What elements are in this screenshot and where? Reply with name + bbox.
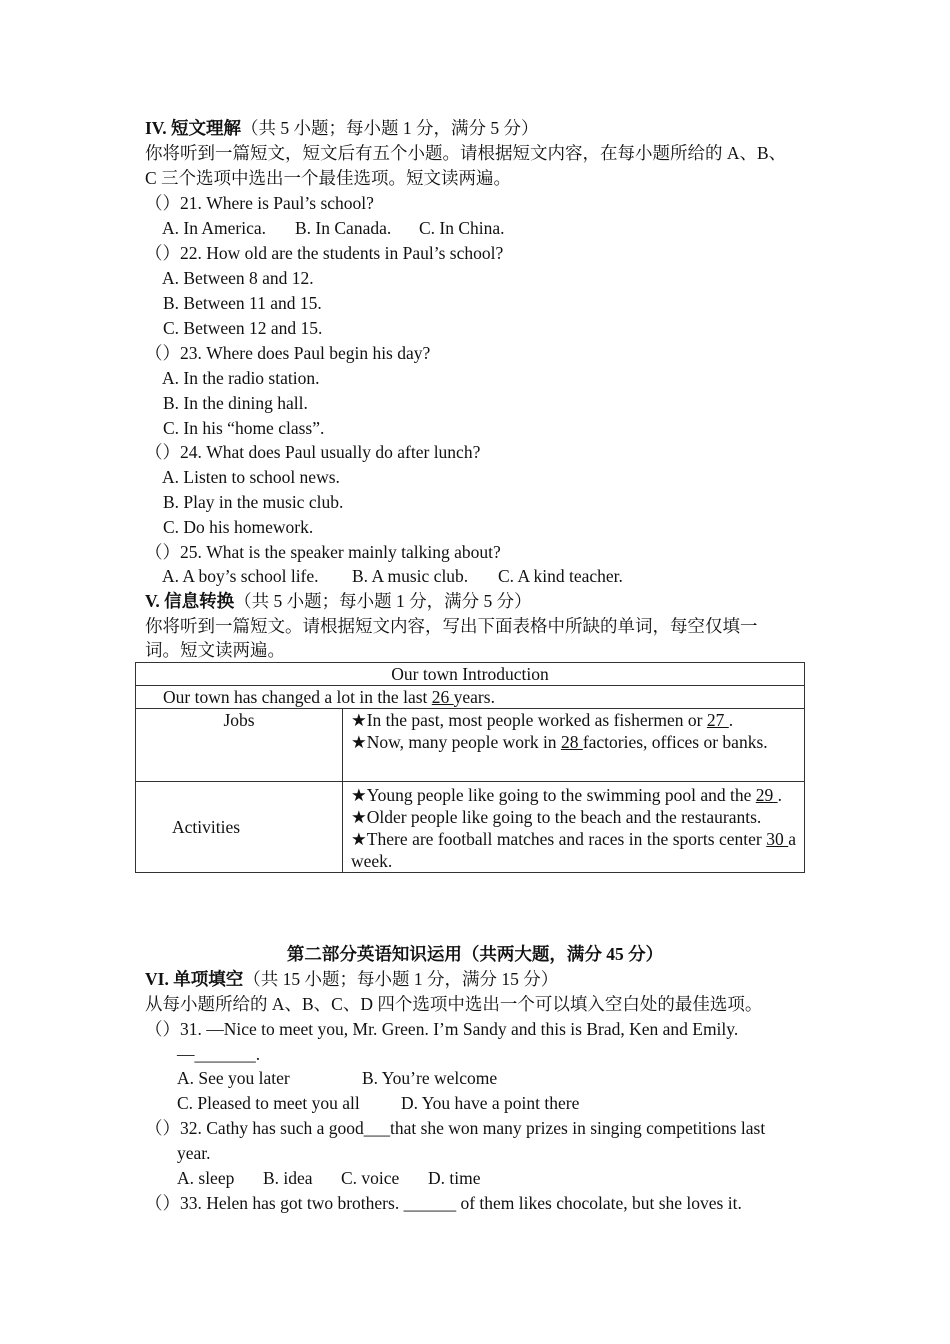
activities-item-1 <box>351 784 796 806</box>
section-vi-instruction: 从每小题所给的 A、B、C、D 四个选项中选出一个可以填入空白处的最佳选项。 <box>145 994 763 1014</box>
section-vi-note: （共 15 小题；每小题 1 分，满分 15 分） <box>243 969 559 989</box>
q24-option-a: A. Listen to school news. <box>162 467 340 487</box>
q31-option-d: D. You have a point there <box>401 1093 580 1113</box>
q22-option-c: C. Between 12 and 15. <box>163 318 323 338</box>
q31-option-b: B. You’re welcome <box>362 1068 498 1088</box>
info-table <box>135 662 805 873</box>
q23-option-b: B. In the dining hall. <box>163 393 308 413</box>
q32-option-b: B. idea <box>263 1168 313 1188</box>
activities-item-2: ★Older people like going to the beach and the restaurants. <box>351 807 762 827</box>
q24-option-c: C. Do his homework. <box>163 517 314 537</box>
activities-item-1-text: ★Young people like going to the swimming pool and the <box>351 785 756 805</box>
jobs-item-1 <box>351 709 796 731</box>
activities-content-cell <box>343 782 805 873</box>
question-23: （）23. Where does Paul begin his day? <box>145 343 431 363</box>
part2-heading: 第二部分英语知识运用（共两大题，满分 45 分） <box>286 944 664 964</box>
jobs-item-2-end: factories, offices or banks. <box>582 732 768 752</box>
activities-label: Activities <box>172 817 241 837</box>
q21-option-c: C. In China. <box>419 218 505 238</box>
activities-item-3-text: ★There are football matches and races in the sports center <box>351 829 767 849</box>
activities-item-1-end: . <box>777 785 782 805</box>
activities-label-cell <box>136 782 343 873</box>
question-25: （）25. What is the speaker mainly talking about? <box>145 542 501 562</box>
jobs-label-cell <box>136 709 343 782</box>
intro-text: Our town has changed a lot in the last <box>163 687 432 707</box>
table-header: Our town Introduction <box>136 663 805 686</box>
q25-option-b: B. A music club. <box>352 566 469 586</box>
section-iv-instruction-2: C 三个选项中选出一个最佳选项。短文读两遍。 <box>145 168 512 188</box>
q22-option-a: A. Between 8 and 12. <box>162 268 314 288</box>
blank-27: 27 <box>706 710 729 730</box>
question-33: （）33. Helen has got two brothers. ______ of them likes chocolate, but she loves it. <box>145 1193 742 1213</box>
jobs-item-1-text: ★In the past, most people worked as fishermen or <box>351 710 707 730</box>
q21-option-a: A. In America. <box>162 218 266 238</box>
blank-28: 28 <box>560 732 583 752</box>
section-v-title: V. 信息转换 <box>145 591 235 611</box>
activities-item-3-end: a week. <box>351 829 797 871</box>
q31-option-c: C. Pleased to meet you all <box>177 1093 360 1113</box>
q31-option-a: A. See you later <box>177 1068 290 1088</box>
question-21: （）21. Where is Paul’s school? <box>145 193 374 213</box>
blank-26: 26 <box>431 687 454 707</box>
section-v-instruction-2: 词。短文读两遍。 <box>145 640 285 660</box>
section-iv-note: （共 5 小题；每小题 1 分，满分 5 分） <box>240 118 539 138</box>
q23-option-c: C. In his “home class”. <box>163 418 325 438</box>
q32-option-a: A. sleep <box>177 1168 235 1188</box>
section-vi-title: VI. 单项填空 <box>145 969 244 989</box>
section-vi-heading <box>145 967 558 991</box>
jobs-item-2-text: ★Now, many people work in <box>351 732 561 752</box>
blank-29: 29 <box>755 785 778 805</box>
q24-option-b: B. Play in the music club. <box>163 492 344 512</box>
section-iv-instruction-1: 你将听到一篇短文，短文后有五个小题。请根据短文内容，在每小题所给的 A、B、 <box>145 143 787 163</box>
jobs-item-1-end: . <box>728 710 734 730</box>
q32-continuation: year. <box>177 1143 211 1163</box>
question-31: （）31. —Nice to meet you, Mr. Green. I’m Sandy and this is Brad, Ken and Emily. <box>145 1019 739 1039</box>
blank-30: 30 <box>766 829 789 849</box>
intro-text-end: years. <box>453 687 495 707</box>
q32-option-d: D. time <box>428 1168 481 1188</box>
jobs-item-2 <box>351 731 796 753</box>
question-24: （）24. What does Paul usually do after lunch? <box>145 442 481 462</box>
jobs-content-cell <box>343 709 805 782</box>
section-iv-heading <box>145 116 538 140</box>
activities-item-3 <box>351 828 796 872</box>
q25-option-c: C. A kind teacher. <box>498 566 623 586</box>
jobs-label: Jobs <box>223 710 255 730</box>
section-iv-title: IV. 短文理解 <box>145 118 241 138</box>
q31-reply-blank: —_______. <box>177 1044 261 1064</box>
q32-option-c: C. voice <box>341 1168 400 1188</box>
question-22: （）22. How old are the students in Paul’s school? <box>145 243 504 263</box>
q25-option-a: A. A boy’s school life. <box>162 566 319 586</box>
section-v-heading <box>145 589 532 613</box>
q22-option-b: B. Between 11 and 15. <box>163 293 322 313</box>
q23-option-a: A. In the radio station. <box>162 368 320 388</box>
table-row-intro <box>136 686 805 709</box>
q21-option-b: B. In Canada. <box>295 218 392 238</box>
question-32: （）32. Cathy has such a good___that she won many prizes in singing competitions last <box>145 1118 766 1138</box>
section-v-instruction-1: 你将听到一篇短文。请根据短文内容，写出下面表格中所缺的单词，每空仅填一 <box>145 616 758 636</box>
section-v-note: （共 5 小题；每小题 1 分，满分 5 分） <box>234 591 532 611</box>
